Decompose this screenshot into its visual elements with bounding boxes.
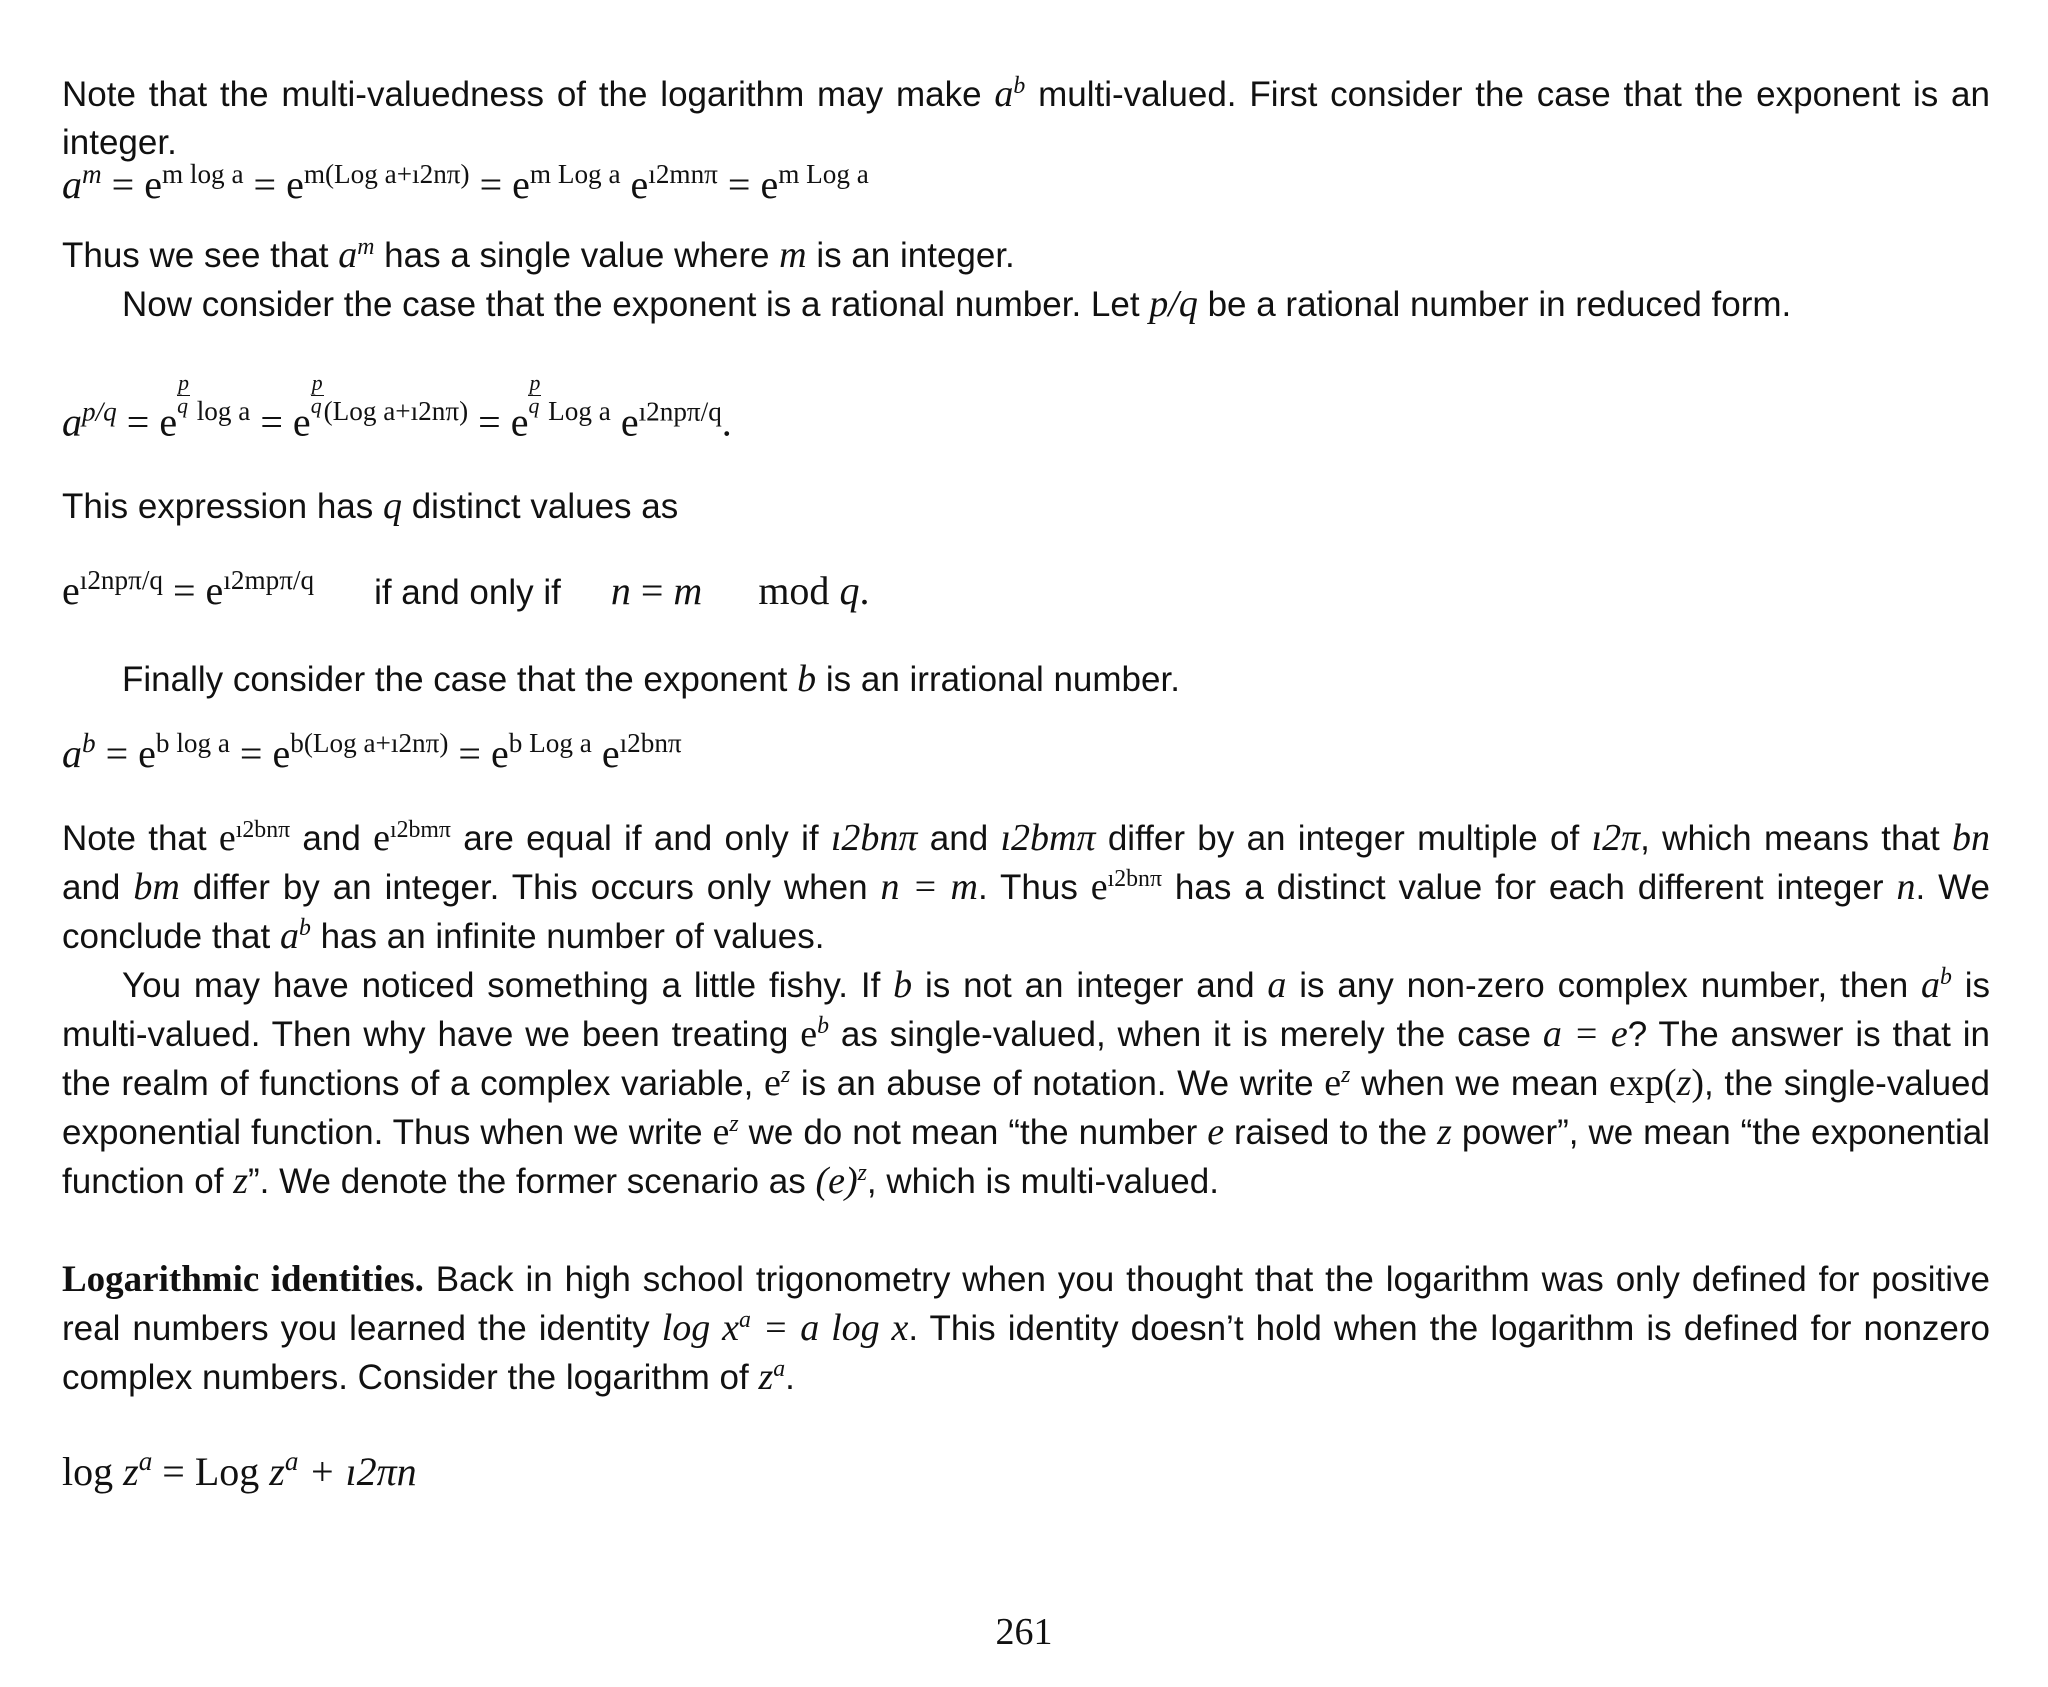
eq-exponent: ı2npπ/q <box>79 565 163 596</box>
eq-sign: = <box>172 568 196 614</box>
eq-operator: mod <box>758 568 830 614</box>
eq-term: e <box>510 399 529 445</box>
text: is multi-valued. Then why have we been treating <box>62 966 1991 1055</box>
math-var: z <box>1676 1062 1692 1105</box>
eq-exponent: a <box>138 1446 153 1477</box>
math-var: e <box>1090 866 1108 909</box>
eq-exponent: m(Log a+ı2nπ) <box>303 159 470 190</box>
eq-exponent: m Log a <box>778 159 869 190</box>
eq-sign: = <box>478 399 501 445</box>
text: . Thus <box>978 868 1091 908</box>
text: Note that the multi-valuedness of the logarithm may make <box>62 75 995 114</box>
math-exponent: ı2bnπ <box>1107 866 1162 893</box>
math-var: a <box>994 73 1014 115</box>
eq-sign: = <box>152 1449 195 1495</box>
eq-term: a <box>62 162 82 207</box>
fraction-denominator: q <box>528 393 540 418</box>
eq-exponent: ı2mnπ <box>648 159 718 190</box>
text: raised to the <box>1224 1113 1438 1153</box>
eq-term: e <box>62 568 80 614</box>
page-number: 261 <box>995 1611 1053 1653</box>
text: we do not mean “the number <box>738 1113 1208 1153</box>
text: Note that <box>62 819 219 859</box>
math-exponent: ı2bmπ <box>390 817 451 844</box>
math-var: p/q <box>1149 283 1198 325</box>
math-var: z <box>233 1160 249 1203</box>
math-var: e <box>373 817 390 860</box>
text: differ by an integer multiple of <box>1095 819 1592 859</box>
math-var: m <box>779 234 807 276</box>
eq-exponent: Log a <box>541 396 611 427</box>
eq-term: e <box>512 162 530 207</box>
eq-exponent: b log a <box>155 728 230 759</box>
fraction-denominator: q <box>310 393 322 418</box>
text: power”, we mean “the exponential function of <box>62 1113 1990 1202</box>
math-var: ı2bmπ <box>1000 817 1096 860</box>
text: is an abuse of notation. We write <box>790 1064 1325 1104</box>
text: is an irrational number. <box>816 660 1180 700</box>
eq-term: + ı2πn <box>298 1449 417 1495</box>
text: and <box>917 819 1001 859</box>
eq-exponent: b Log a <box>508 728 592 759</box>
math-var: z <box>758 1356 774 1399</box>
math-var: e <box>218 817 236 860</box>
math-var: n = m <box>880 866 978 909</box>
text: has a single value where <box>374 236 780 275</box>
eq-term: e <box>490 731 509 777</box>
eq-sign: = <box>640 568 664 614</box>
eq-term: e <box>272 731 291 777</box>
eq-term: z <box>123 1449 139 1495</box>
text: is any non-zero complex number, then <box>1286 966 1921 1006</box>
text: ? The answer is that in the realm of functions of a complex variable, <box>62 1015 1990 1104</box>
math-exponent: z <box>780 1062 791 1089</box>
text: . We conclude that <box>62 868 1990 957</box>
text: , the single-valued exponential function. Thus when we write <box>62 1064 1990 1153</box>
math-var: a <box>1921 964 1940 1007</box>
math-var: a <box>1267 964 1287 1007</box>
math-exponent: z <box>857 1160 867 1187</box>
eq-exponent: b <box>82 728 96 759</box>
equation-5 <box>62 1448 1990 1496</box>
equation-2 <box>62 373 1990 446</box>
eq-exponent: p/q <box>82 396 117 427</box>
eq-term: n <box>610 568 631 614</box>
document-page <box>62 62 1990 1496</box>
text: has an infinite number of values. <box>310 917 825 957</box>
eq-sign: = <box>727 162 751 207</box>
eq-exponent: m log a <box>161 159 244 190</box>
fraction-numerator: p <box>311 371 323 395</box>
math-var: (e) <box>815 1160 858 1203</box>
text: You may have noticed something a little fishy. If <box>122 966 894 1006</box>
eq-term: e <box>159 399 178 445</box>
text: differ by an integer. This occurs only when <box>179 868 881 908</box>
eq-sign: = <box>239 731 263 777</box>
math-var: a <box>338 234 358 276</box>
text: Finally consider the case that the exponent <box>122 660 798 700</box>
equation-1 <box>62 161 1990 209</box>
paragraph-1 <box>62 70 1990 167</box>
text: Thus we see that <box>62 236 339 275</box>
paragraph-7 <box>62 961 1990 1206</box>
paragraph-2 <box>62 231 1990 280</box>
fraction-numerator: p <box>178 371 189 395</box>
text: when we mean <box>1350 1064 1610 1104</box>
math-var: ) <box>1691 1062 1705 1105</box>
eq-term: z <box>269 1449 285 1495</box>
text: as single-valued, when it is merely the case <box>828 1015 1543 1055</box>
eq-term: a <box>62 399 82 445</box>
math-var: z <box>1437 1111 1452 1154</box>
text: Back in high school trigonometry when you thought that the logarithm was only defined for positive real numbers you learned the identity <box>62 1260 1990 1349</box>
math-var: exp( <box>1609 1062 1677 1105</box>
eq-period: . <box>859 568 870 614</box>
math-var: log x <box>661 1307 739 1350</box>
text: be a rational number in reduced form. <box>1197 285 1792 324</box>
math-var: e <box>1324 1062 1342 1105</box>
fraction-numerator: p <box>529 371 541 395</box>
text: This expression has <box>62 487 383 527</box>
eq-exponent: (Log a+ı2nπ) <box>323 396 469 427</box>
eq-exponent: b(Log a+ı2nπ) <box>290 728 449 759</box>
math-exponent: ı2bnπ <box>235 817 291 844</box>
fraction-denominator: q <box>177 393 188 418</box>
text: . This identity doesn’t hold when the logarithm is defined for nonzero complex numbers. Consider the logarithm of <box>62 1309 1990 1398</box>
math-var: ı2π <box>1591 817 1641 860</box>
eq-exponent: a <box>284 1446 299 1477</box>
math-exponent: b <box>817 1013 829 1040</box>
equation-4 <box>62 730 1990 778</box>
text: . <box>785 1358 795 1398</box>
eq-exponent: m Log a <box>529 159 621 190</box>
math-var: bn <box>1951 817 1990 860</box>
math-var: ı2bnπ <box>830 817 918 860</box>
eq-exponent: ı2bnπ <box>619 728 682 759</box>
eq-term: e <box>138 731 156 777</box>
eq-exponent: ı2mpπ/q <box>223 565 315 596</box>
text: are equal if and only if <box>450 819 831 859</box>
eq-sign: = <box>479 162 503 207</box>
math-var: bm <box>133 866 180 909</box>
eq-exponent: log a <box>189 396 251 427</box>
math-exponent: a <box>738 1307 751 1334</box>
eq-period: . <box>721 399 732 445</box>
paragraph-8 <box>62 1256 1990 1402</box>
math-var: e <box>764 1062 781 1105</box>
text: Now consider the case that the exponent is a rational number. Let <box>122 285 1150 324</box>
eq-sign: = <box>260 399 283 445</box>
eq-term: e <box>144 162 162 207</box>
paragraph-3 <box>62 280 1990 329</box>
paragraph-5 <box>62 655 1990 704</box>
math-exponent: z <box>729 1111 739 1138</box>
math-var: b <box>797 658 817 701</box>
math-var: n <box>1896 866 1916 909</box>
math-exponent: z <box>1341 1062 1351 1089</box>
math-var: = a log x <box>750 1307 909 1350</box>
eq-term: e <box>601 731 620 777</box>
equation-3 <box>62 567 1990 617</box>
eq-sign: = <box>458 731 481 777</box>
text: , which means that <box>1640 819 1952 859</box>
eq-term: m <box>673 568 703 614</box>
math-var: e <box>1207 1111 1225 1154</box>
eq-term: e <box>620 399 639 445</box>
text: is not an integer and <box>912 966 1268 1006</box>
eq-term: q <box>839 568 860 614</box>
math-var: a = e <box>1542 1013 1628 1056</box>
eq-term: e <box>292 399 311 445</box>
math-var: a <box>279 915 299 958</box>
math-exponent: b <box>298 915 311 942</box>
text: ”. We denote the former scenario as <box>248 1162 816 1202</box>
section-heading: Logarithmic identities. <box>62 1259 424 1301</box>
eq-sign: = <box>111 162 135 207</box>
paragraph-4 <box>62 482 1990 531</box>
math-exponent: b <box>1940 964 1952 991</box>
math-var: b <box>893 964 913 1007</box>
math-exponent: b <box>1013 72 1026 99</box>
eq-term: e <box>286 162 304 207</box>
math-var: e <box>712 1111 730 1154</box>
eq-sign: = <box>253 162 277 207</box>
eq-text: if and only if <box>374 573 561 613</box>
eq-sign: = <box>126 399 150 445</box>
eq-term: e <box>205 568 224 614</box>
text: , which is multi-valued. <box>866 1162 1219 1202</box>
eq-sign: = <box>105 731 129 777</box>
eq-exponent: m <box>82 159 102 190</box>
text: multi-valued. First consider the case that the exponent is an integer. <box>62 75 1990 162</box>
eq-term: e <box>760 162 779 207</box>
math-var: e <box>800 1013 818 1056</box>
text: has a distinct value for each different integer <box>1161 868 1897 908</box>
math-exponent: m <box>357 233 375 260</box>
math-var: q <box>382 485 402 528</box>
text: and <box>290 819 374 859</box>
eq-operator: Log <box>194 1449 270 1495</box>
fraction <box>177 373 190 418</box>
fraction <box>311 373 324 418</box>
eq-exponent: ı2npπ/q <box>638 396 722 427</box>
math-exponent: a <box>773 1356 786 1383</box>
paragraph-6 <box>62 814 1990 961</box>
eq-term: a <box>62 731 82 777</box>
eq-term: e <box>630 162 649 207</box>
text: is an integer. <box>806 236 1015 275</box>
fraction <box>528 373 541 418</box>
text: distinct values as <box>401 487 679 527</box>
text: and <box>62 868 134 908</box>
eq-operator: log <box>62 1449 124 1495</box>
